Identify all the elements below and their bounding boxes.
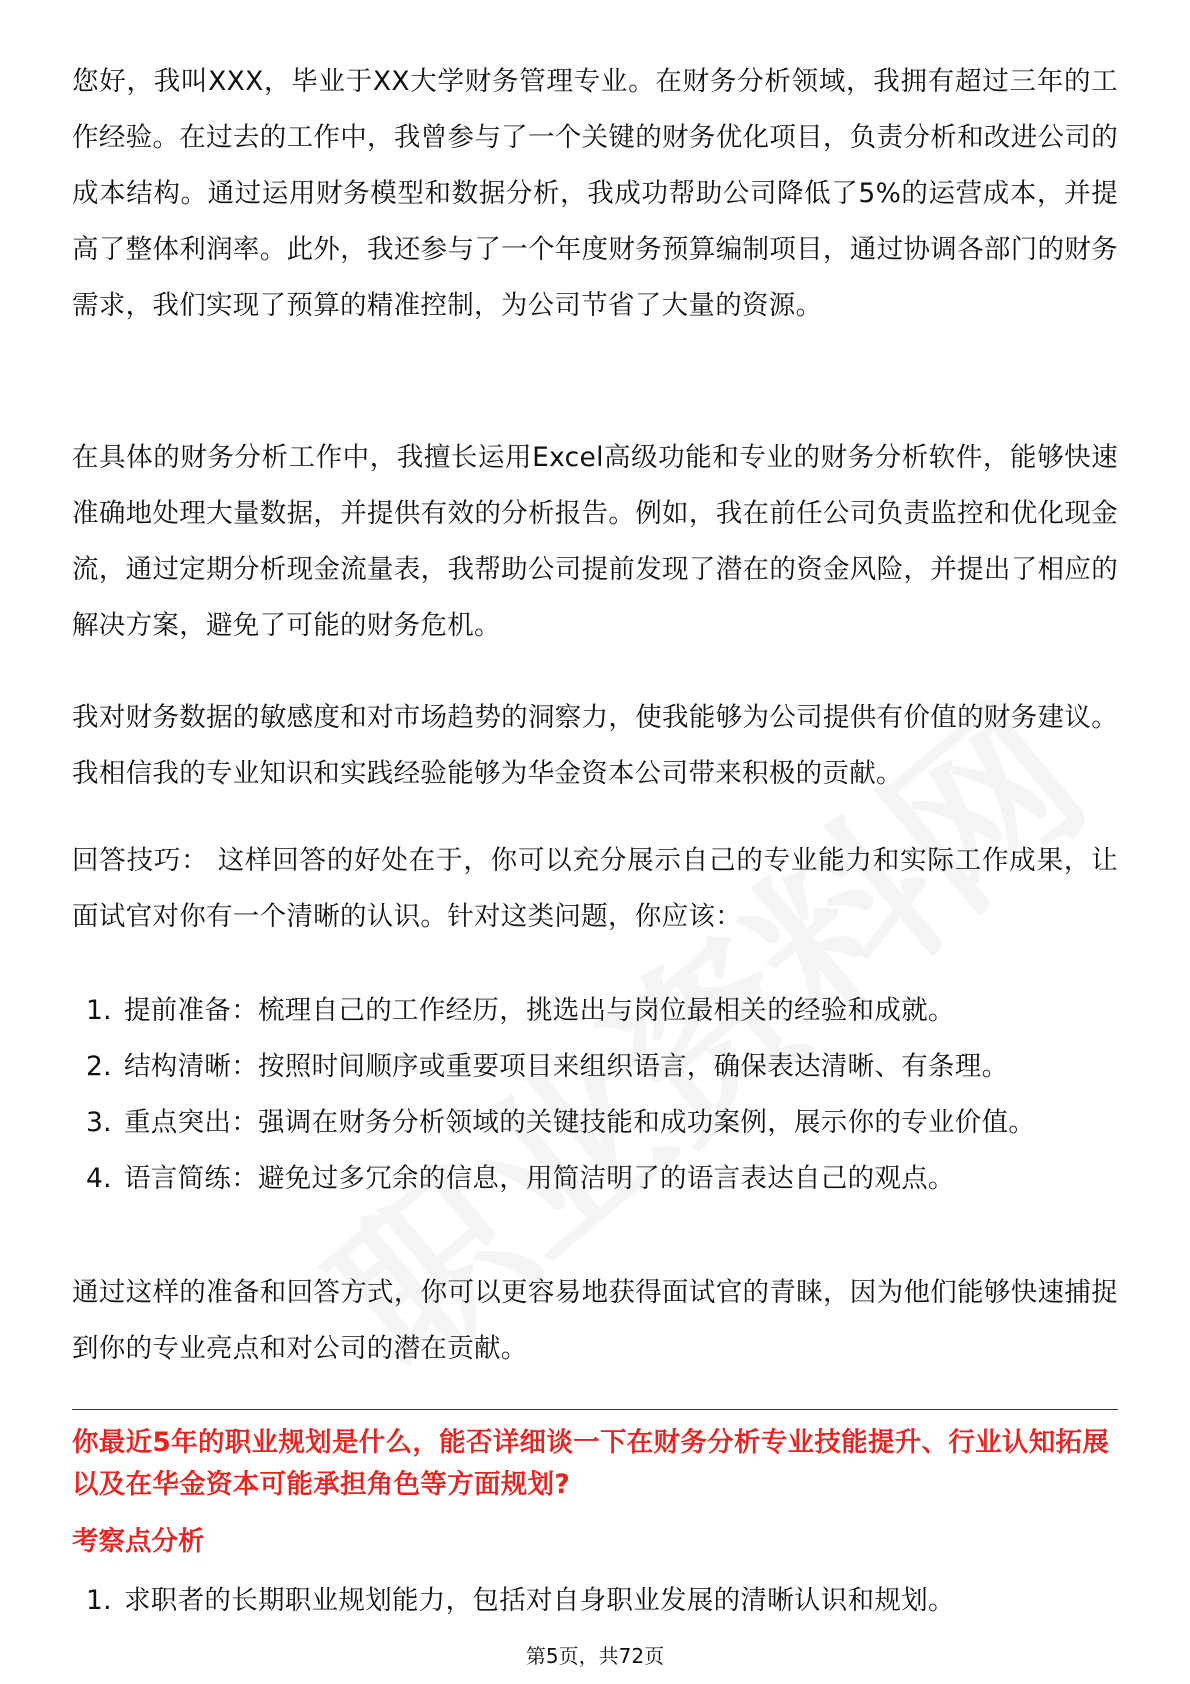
section-divider [72,1409,1118,1410]
list-number: 1. [86,995,112,1026]
list-number: 4. [86,1163,112,1194]
list-number: 3. [86,1107,112,1138]
list-text: 结构清晰：按照时间顺序或重要项目来组织语言，确保表达清晰、有条理。 [124,1051,1009,1082]
skills-paragraph: 在具体的财务分析工作中，我擅长运用Excel高级功能和专业的财务分析软件，能够快速准确地处理大量数据，并提供有效的分析报告。例如，我在前任公司负责监控和优化现金流，通过定期分析现金流量表，我帮助公司提前发现了潜在的资金风险，并提出了相应的解决方案，避免了可能的财务危机。 [72,442,1118,641]
analysis-list [72,1573,1118,1629]
value-paragraph: 我对财务数据的敏感度和对市场趋势的洞察力，使我能够为公司提供有价值的财务建议。我相信我的专业知识和实践经验能够为华金资本公司带来积极的贡献。 [72,702,1118,789]
list-text: 提前准备：梳理自己的工作经历，挑选出与岗位最相关的经验和成就。 [124,995,955,1026]
list-item [72,1573,1118,1629]
list-item [72,1095,1118,1151]
list-text: 重点突出：强调在财务分析领域的关键技能和成功案例，展示你的专业价值。 [124,1107,1036,1138]
list-text: 求职者的长期职业规划能力，包括对自身职业发展的清晰认识和规划。 [124,1585,955,1616]
interview-question: 你最近5年的职业规划是什么，能否详细谈一下在财务分析专业技能提升、行业认知拓展以及在华金资本可能承担角色等方面规划? [72,1427,1110,1500]
intro-paragraph: 您好，我叫XXX，毕业于XX大学财务管理专业。在财务分析领域，我拥有超过三年的工作经验。在过去的工作中，我曾参与了一个关键的财务优化项目，负责分析和改进公司的成本结构。通过运用财务模型和数据分析，我成功帮助公司降低了5%的运营成本，并提高了整体利润率。此外，我还参与了一个年度财务预算编制项目，通过协调各部门的财务需求，我们实现了预算的精准控制，为公司节省了大量的资源。 [72,66,1118,321]
list-item [72,1039,1118,1095]
conclusion-paragraph: 通过这样的准备和回答方式，你可以更容易地获得面试官的青睐，因为他们能够快速捕捉到你的专业亮点和对公司的潜在贡献。 [72,1277,1118,1364]
page-footer: 第5页，共72页 [525,1644,665,1668]
list-item [72,1151,1118,1207]
list-number: 1. [86,1585,112,1616]
list-text: 语言简练：避免过多冗余的信息，用简洁明了的语言表达自己的观点。 [124,1163,955,1194]
tips-intro-paragraph: 回答技巧： 这样回答的好处在于，你可以充分展示自己的专业能力和实际工作成果，让面试官对你有一个清晰的认识。针对这类问题，你应该： [72,845,1118,932]
tips-list [72,983,1118,1207]
list-item [72,983,1118,1039]
list-number: 2. [86,1051,112,1082]
analysis-heading: 考察点分析 [72,1526,205,1557]
